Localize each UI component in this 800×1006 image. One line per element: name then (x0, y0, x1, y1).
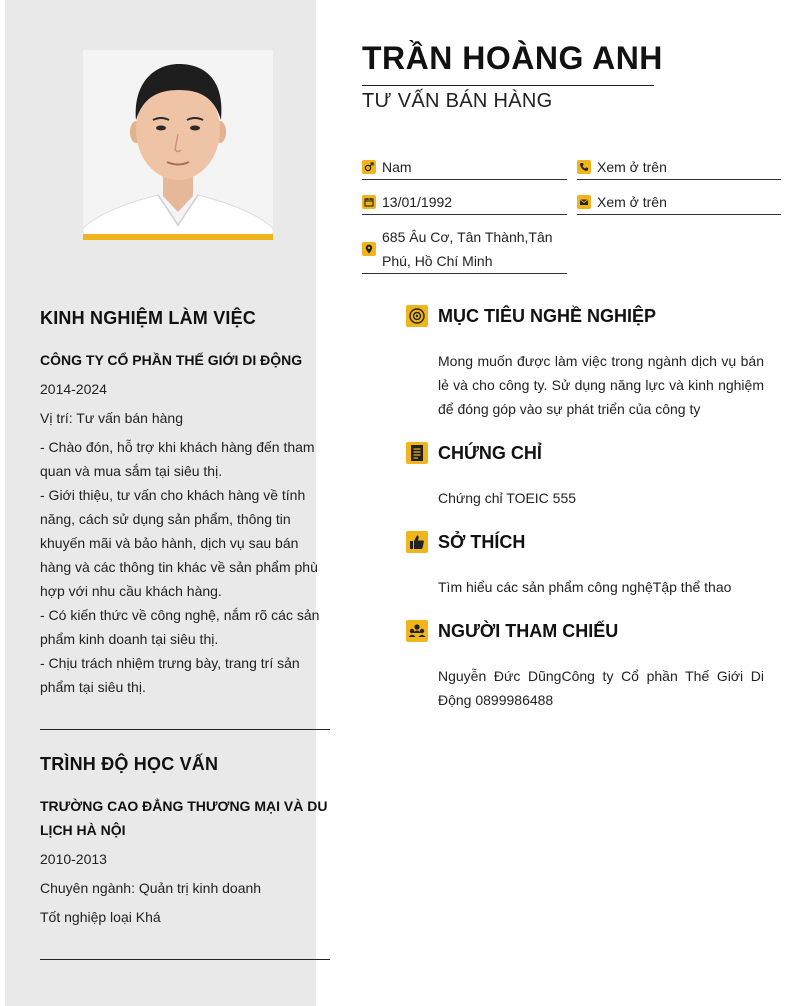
experience-duty: - Giới thiệu, tư vấn cho khách hàng về tính năng, cách sử dụng sản phẩm, thông tin khuyến mãi và bảo hành, dịch vụ sau bán hàng và các thông tin khác về sản phẩm phù hợp với nhu cầu khách hàng. (40, 487, 318, 599)
certificates-text: Chứng chỉ TOEIC 555 (438, 490, 577, 506)
calendar-icon (362, 195, 376, 209)
people-icon (406, 620, 428, 642)
education-divider (40, 959, 330, 960)
info-address (362, 225, 567, 274)
experience-duty: - Chịu trách nhiệm trưng bày, trang trí sản phẩm tại siêu thị. (40, 655, 300, 695)
education-school: TRƯỜNG CAO ĐẲNG THƯƠNG MẠI VÀ DU LỊCH HÀ NỘI (40, 798, 328, 838)
references-title: NGƯỜI THAM CHIẾU (438, 621, 619, 641)
birthdate-value: 13/01/1992 (382, 194, 453, 210)
email-value: Xem ở trên (597, 194, 667, 210)
candidate-name: TRẦN HOÀNG ANH (362, 40, 663, 76)
hobbies-text: Tìm hiểu các sản phẩm công nghệTập thể thao (438, 579, 732, 595)
profile-photo (83, 50, 273, 240)
info-email (577, 190, 781, 215)
gender-icon (362, 160, 376, 174)
education-title: TRÌNH ĐỘ HỌC VẤN (40, 754, 219, 774)
info-phone (577, 155, 781, 180)
objective-title: MỤC TIÊU NGHỀ NGHIỆP (438, 306, 657, 326)
experience-section (40, 308, 330, 699)
education-grade: Tốt nghiệp loại Khá (40, 909, 161, 925)
thumbs-up-icon (406, 531, 428, 553)
info-gender (362, 155, 567, 180)
experience-title: KINH NGHIỆM LÀM VIỆC (40, 308, 257, 328)
references-text: Nguyễn Đức DũngCông ty Cổ phần Thế Giới Di Động 0899986488 (438, 668, 764, 708)
map-pin-icon (362, 242, 376, 256)
experience-duty: - Có kiến thức về công nghệ, nắm rõ các sản phẩm kinh doanh tại siêu thị. (40, 607, 320, 647)
photo-accent-bar (83, 234, 273, 240)
address-value: 685 Âu Cơ, Tân Thành,Tân Phú, Hồ Chí Minh (382, 229, 553, 269)
name-underline (362, 85, 654, 86)
phone-icon (577, 160, 591, 174)
experience-duty: - Chào đón, hỗ trợ khi khách hàng đến tham quan và mua sắm tại siêu thị. (40, 439, 315, 479)
target-icon (406, 305, 428, 327)
education-period: 2010-2013 (40, 851, 107, 867)
envelope-icon (577, 195, 591, 209)
education-section (40, 754, 330, 929)
document-icon (406, 442, 428, 464)
info-birthdate (362, 190, 567, 215)
hobbies-title: SỞ THÍCH (438, 532, 526, 552)
phone-value: Xem ở trên (597, 159, 667, 175)
objective-text: Mong muốn được làm việc trong ngành dịch vụ bán lẻ và cho công ty. Sử dụng năng lực và kinh nghiệm để đóng góp vào sự phát triển của công ty (438, 353, 764, 417)
gender-value: Nam (382, 159, 412, 175)
experience-company: CÔNG TY CỔ PHẦN THẾ GIỚI DI ĐỘNG (40, 352, 303, 368)
certificates-title: CHỨNG CHỈ (438, 443, 542, 463)
education-major: Chuyên ngành: Quản trị kinh doanh (40, 880, 262, 896)
experience-period: 2014-2024 (40, 381, 107, 397)
experience-position: Vị trí: Tư vấn bán hàng (40, 410, 183, 426)
experience-divider (40, 729, 330, 730)
job-title: TƯ VẤN BÁN HÀNG (362, 90, 553, 112)
